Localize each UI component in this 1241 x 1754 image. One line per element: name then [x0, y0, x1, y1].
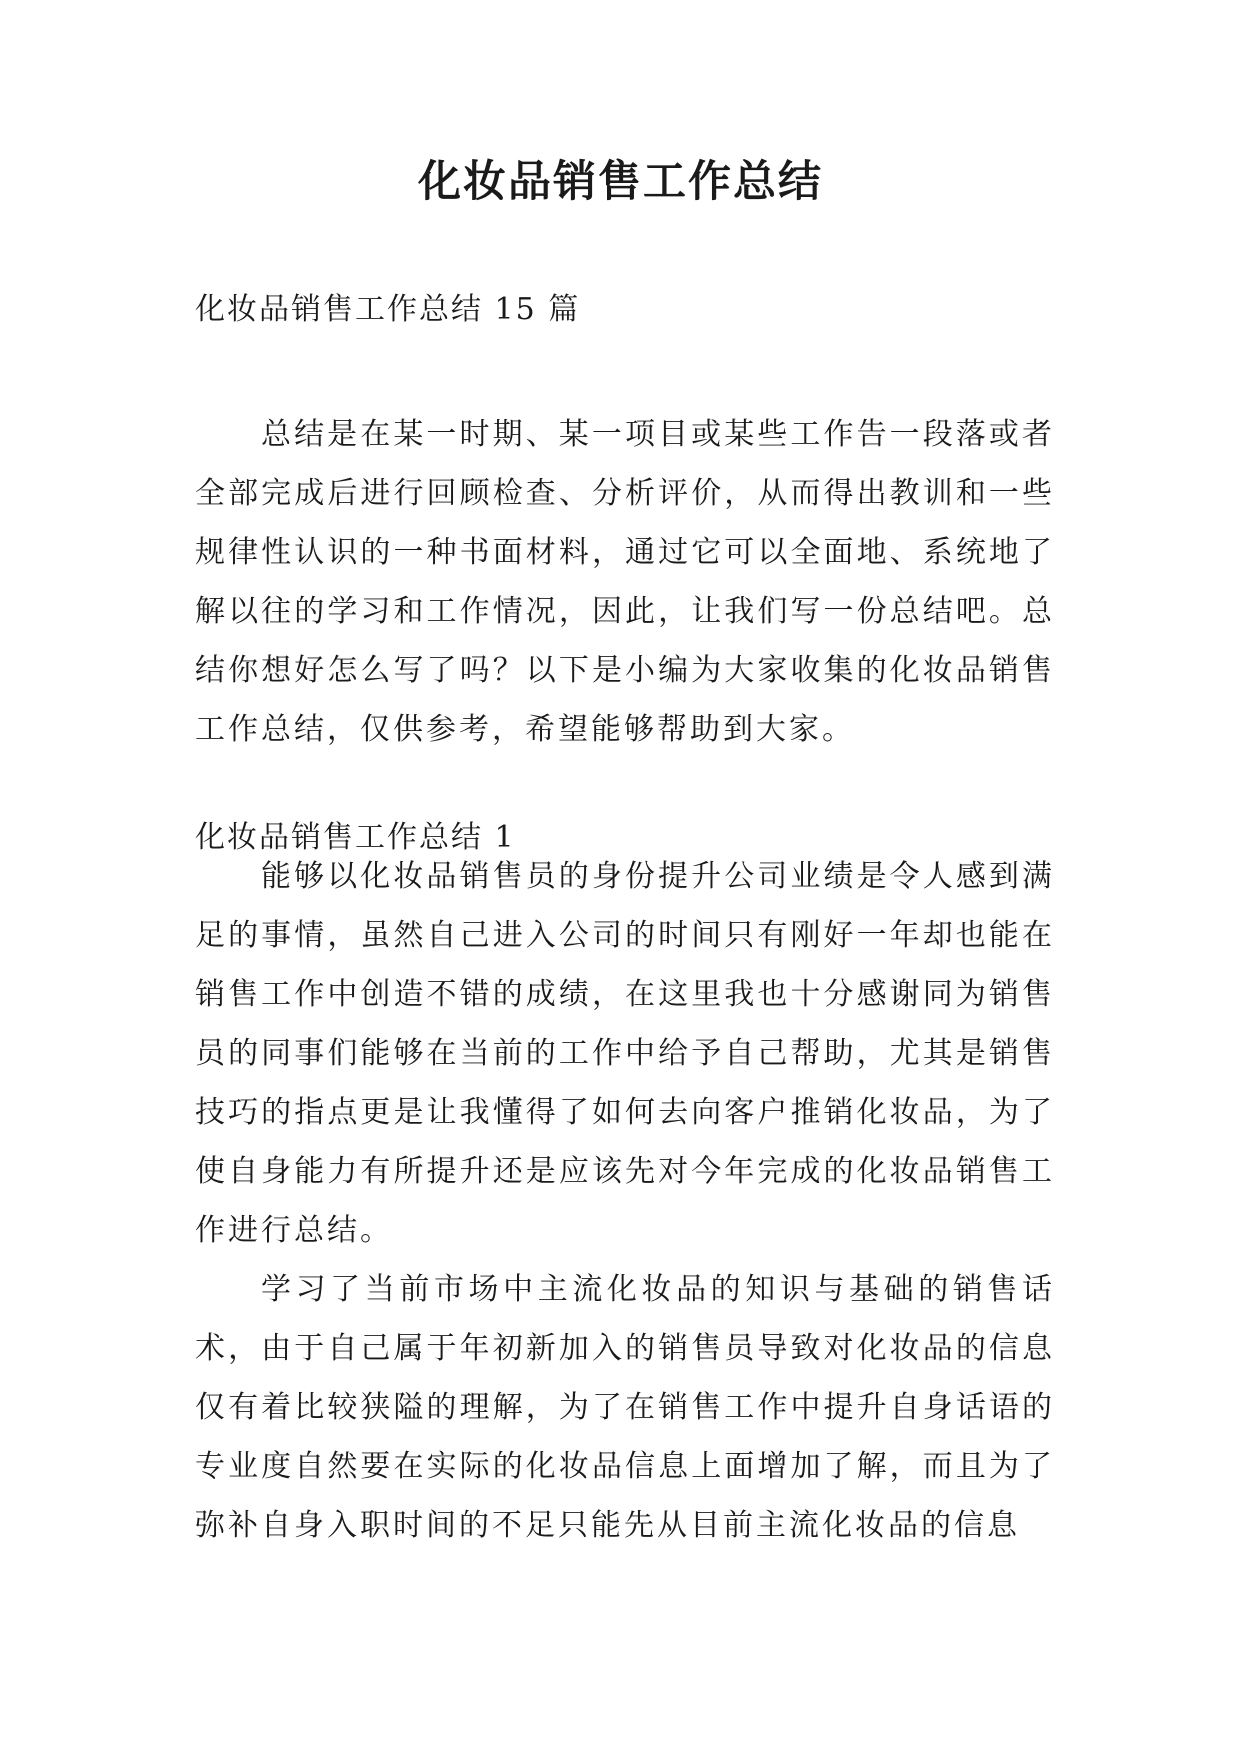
intro-paragraph: 总结是在某一时期、某一项目或某些工作告一段落或者全部完成后进行回顾检查、分析评价，从而得出教训和一些规律性认识的一种书面材料，通过它可以全面地、系统地了解以往的学习和工作情况，因此，让我们写一份总结吧。总结你想好怎么写了吗？以下是小编为大家收集的化妆品销售工作总结，仅供参考，希望能够帮助到大家。 [195, 417, 1055, 747]
body-paragraph: 学习了当前市场中主流化妆品的知识与基础的销售话术，由于自己属于年初新加入的销售员导致对化妆品的信息仅有着比较狭隘的理解，为了在销售工作中提升自身话语的专业度自然要在实际的化妆品信息上面增加了解，而且为了弥补自身入职时间的不足只能先从目前主流化妆品的信息 [195, 1272, 1055, 1543]
body-paragraph: 能够以化妆品销售员的身份提升公司业绩是令人感到满足的事情，虽然自己进入公司的时间只有刚好一年却也能在销售工作中创造不错的成绩，在这里我也十分感谢同为销售员的同事们能够在当前的工作中给予自己帮助，尤其是销售技巧的指点更是让我懂得了如何去向客户推销化妆品，为了使自身能力有所提升还是应该先对今年完成的化妆品销售工作进行总结。 [195, 859, 1055, 1248]
document-subtitle: 化妆品销售工作总结 15 篇 [195, 292, 581, 327]
section-heading: 化妆品销售工作总结 1 [195, 820, 516, 855]
document-title: 化妆品销售工作总结 [418, 157, 823, 207]
